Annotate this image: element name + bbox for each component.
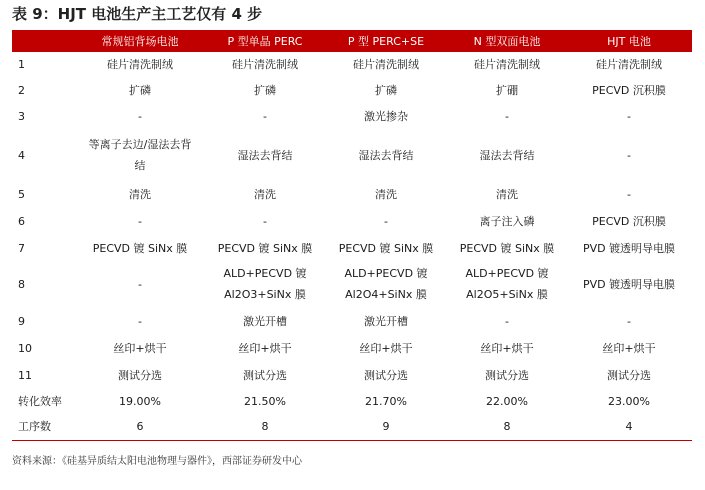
table-cell bbox=[206, 260, 324, 308]
row-label: 工序数 bbox=[12, 413, 74, 441]
cell-text: PECVD 沉积膜 bbox=[592, 83, 666, 97]
cell-text: 22.00% bbox=[486, 394, 528, 408]
table-title: 表 9：HJT 电池生产主工艺仅有 4 步 bbox=[12, 5, 263, 23]
table-cell bbox=[324, 182, 448, 206]
cell-text: 丝印+烘干 bbox=[238, 341, 292, 355]
cell-text: 测试分选 bbox=[243, 368, 287, 382]
table-cell bbox=[206, 389, 324, 413]
table-cell bbox=[324, 52, 448, 76]
row-label: 9 bbox=[18, 315, 25, 328]
table-cell bbox=[74, 236, 206, 260]
table-cell bbox=[448, 182, 566, 206]
table-cell bbox=[74, 260, 206, 308]
cell-text: 测试分选 bbox=[485, 368, 529, 382]
cell-text: - bbox=[384, 214, 388, 228]
table-cell bbox=[324, 389, 448, 413]
cell-text: Al2O5+SiNx 膜 bbox=[466, 288, 548, 301]
row-label: 7 bbox=[18, 241, 25, 255]
cell-text: 湿法去背结 bbox=[479, 148, 535, 162]
table-cell bbox=[566, 104, 692, 128]
table-cell bbox=[566, 52, 692, 76]
table-cell bbox=[74, 52, 206, 76]
table-cell bbox=[566, 361, 692, 389]
table-cell bbox=[566, 76, 692, 104]
table-cell bbox=[566, 182, 692, 206]
table-cell bbox=[74, 206, 206, 236]
header-cell: 常规铝背场电池 bbox=[74, 30, 206, 52]
header-cell: P 型 PERC+SE bbox=[324, 30, 448, 52]
header-row bbox=[12, 30, 692, 52]
cell-text: 硅片清洗制绒 bbox=[232, 57, 298, 71]
cell-text: 8 bbox=[503, 420, 511, 433]
table-cell bbox=[448, 76, 566, 104]
cell-text: 19.00% bbox=[119, 394, 161, 408]
cell-text: ALD+PECVD 镀 bbox=[344, 267, 428, 280]
table-row bbox=[12, 128, 692, 182]
row-label: 4 bbox=[18, 148, 25, 162]
table-cell bbox=[206, 361, 324, 389]
cell-text: - bbox=[627, 148, 631, 162]
header-cell: HJT 电池 bbox=[566, 30, 692, 52]
table-cell bbox=[74, 104, 206, 128]
table-row bbox=[12, 236, 692, 260]
cell-text: - bbox=[627, 109, 631, 123]
process-comparison-table bbox=[12, 30, 692, 441]
cell-text: PECVD 镀 SiNx 膜 bbox=[92, 241, 188, 255]
row-label: 8 bbox=[18, 277, 25, 291]
cell-text: 清洗 bbox=[129, 187, 151, 201]
table-cell bbox=[206, 413, 324, 441]
cell-text: PECVD 镀 SiNx 膜 bbox=[459, 241, 555, 255]
cell-text: 丝印+烘干 bbox=[602, 341, 656, 355]
table-cell bbox=[324, 128, 448, 182]
cell-text: 湿法去背结 bbox=[237, 148, 293, 162]
table-cell bbox=[448, 206, 566, 236]
table-cell bbox=[566, 128, 692, 182]
table-cell bbox=[448, 308, 566, 335]
cell-text: - bbox=[138, 214, 142, 228]
cell-text: - bbox=[138, 315, 142, 328]
table-cell bbox=[74, 182, 206, 206]
table-cell bbox=[566, 389, 692, 413]
table-cell bbox=[74, 128, 206, 182]
cell-text: 离子注入磷 bbox=[479, 214, 535, 228]
row-label: 3 bbox=[18, 109, 25, 123]
table-cell bbox=[448, 389, 566, 413]
table-cell bbox=[206, 206, 324, 236]
table-cell bbox=[448, 260, 566, 308]
cell-text: 测试分选 bbox=[118, 368, 162, 382]
table-cell bbox=[324, 361, 448, 389]
table-cell bbox=[448, 236, 566, 260]
header-cell: N 型双面电池 bbox=[448, 30, 566, 52]
table-cell bbox=[448, 413, 566, 441]
table-cell bbox=[74, 361, 206, 389]
cell-text: 扩磷 bbox=[254, 83, 276, 97]
table-row bbox=[12, 335, 692, 361]
table-cell bbox=[566, 206, 692, 236]
cell-text: 湿法去背结 bbox=[358, 148, 414, 162]
cell-text: - bbox=[505, 109, 509, 123]
cell-text: 6 bbox=[136, 420, 144, 433]
table-row bbox=[12, 308, 692, 335]
row-label: 2 bbox=[18, 83, 25, 97]
row-label: 5 bbox=[18, 187, 25, 201]
table-cell bbox=[324, 236, 448, 260]
table-cell bbox=[74, 308, 206, 335]
table-row bbox=[12, 206, 692, 236]
table-row bbox=[12, 260, 692, 308]
cell-text: 硅片清洗制绒 bbox=[107, 57, 173, 71]
cell-text: 硅片清洗制绒 bbox=[474, 57, 540, 71]
cell-text: 扩磷 bbox=[375, 83, 397, 97]
cell-text: 清洗 bbox=[496, 187, 518, 201]
table-cell bbox=[206, 335, 324, 361]
table-row bbox=[12, 104, 692, 128]
table-cell bbox=[206, 308, 324, 335]
table-cell bbox=[206, 236, 324, 260]
table-cell bbox=[324, 206, 448, 236]
cell-text: - bbox=[263, 109, 267, 123]
cell-text: 测试分选 bbox=[364, 368, 408, 382]
cell-text: 清洗 bbox=[375, 187, 397, 201]
cell-text: 激光掺杂 bbox=[364, 109, 408, 123]
table-row bbox=[12, 52, 692, 76]
cell-text: 丝印+烘干 bbox=[359, 341, 413, 355]
cell-text: - bbox=[138, 277, 142, 291]
cell-text: PECVD 镀 SiNx 膜 bbox=[217, 241, 313, 255]
cell-text: 等离子去边/湿法去背 bbox=[88, 138, 192, 151]
cell-text: 激光开槽 bbox=[243, 315, 287, 328]
table-cell bbox=[324, 413, 448, 441]
cell-text: 测试分选 bbox=[607, 368, 651, 382]
table-cell bbox=[566, 308, 692, 335]
table-cell bbox=[206, 128, 324, 182]
cell-text: 结 bbox=[134, 159, 146, 172]
table-row bbox=[12, 76, 692, 104]
cell-text: 清洗 bbox=[254, 187, 276, 201]
cell-text: PVD 镀透明导电膜 bbox=[582, 241, 676, 255]
table-cell bbox=[206, 104, 324, 128]
table-cell bbox=[206, 52, 324, 76]
cell-text: 21.70% bbox=[365, 394, 407, 408]
table-row bbox=[12, 182, 692, 206]
cell-text: 激光开槽 bbox=[364, 315, 408, 328]
header-cell bbox=[12, 30, 74, 52]
cell-text: PECVD 镀 SiNx 膜 bbox=[338, 241, 434, 255]
table-cell bbox=[324, 104, 448, 128]
cell-text: 8 bbox=[261, 420, 269, 433]
cell-text: 硅片清洗制绒 bbox=[353, 57, 419, 71]
cell-text: 硅片清洗制绒 bbox=[596, 57, 662, 71]
table-cell bbox=[324, 76, 448, 104]
table-cell bbox=[206, 76, 324, 104]
cell-text: Al2O3+SiNx 膜 bbox=[224, 288, 306, 301]
cell-text: 9 bbox=[382, 420, 390, 433]
table-cell bbox=[324, 335, 448, 361]
cell-text: PVD 镀透明导电膜 bbox=[582, 277, 676, 291]
cell-text: PECVD 沉积膜 bbox=[592, 214, 666, 228]
table-cell bbox=[566, 260, 692, 308]
cell-text: - bbox=[627, 187, 631, 201]
cell-text: - bbox=[505, 315, 509, 328]
table-cell bbox=[324, 260, 448, 308]
cell-text: 扩硼 bbox=[496, 83, 518, 97]
table-cell bbox=[448, 104, 566, 128]
row-label: 6 bbox=[18, 214, 25, 228]
table-cell bbox=[74, 413, 206, 441]
cell-text: 4 bbox=[625, 420, 633, 433]
table-row bbox=[12, 361, 692, 389]
table-cell bbox=[566, 236, 692, 260]
table-row bbox=[12, 413, 692, 441]
cell-text: 丝印+烘干 bbox=[480, 341, 534, 355]
table-cell bbox=[566, 413, 692, 441]
table-cell bbox=[206, 182, 324, 206]
table-cell bbox=[448, 335, 566, 361]
table-cell bbox=[324, 308, 448, 335]
table-cell bbox=[74, 76, 206, 104]
row-label: 1 bbox=[18, 57, 25, 71]
row-label: 转化效率 bbox=[18, 394, 62, 408]
cell-text: 扩磷 bbox=[129, 83, 151, 97]
cell-text: 21.50% bbox=[244, 394, 286, 408]
table-cell bbox=[448, 52, 566, 76]
row-label: 10 bbox=[18, 341, 32, 355]
cell-text: ALD+PECVD 镀 bbox=[465, 267, 549, 280]
table-cell bbox=[74, 335, 206, 361]
table-cell bbox=[74, 389, 206, 413]
table-row bbox=[12, 389, 692, 413]
cell-text: 23.00% bbox=[608, 394, 650, 408]
row-label: 11 bbox=[18, 368, 32, 382]
cell-text: Al2O4+SiNx 膜 bbox=[345, 288, 427, 301]
header-cell: P 型单晶 PERC bbox=[206, 30, 324, 52]
table-cell bbox=[448, 361, 566, 389]
table-cell bbox=[566, 335, 692, 361]
cell-text: - bbox=[263, 214, 267, 228]
table-cell bbox=[448, 128, 566, 182]
source-note: 资料来源：《硅基异质结太阳电池物理与器件》，西部证券研发中心 bbox=[12, 456, 302, 467]
cell-text: ALD+PECVD 镀 bbox=[223, 267, 307, 280]
cell-text: - bbox=[627, 315, 631, 328]
cell-text: - bbox=[138, 109, 142, 123]
cell-text: 丝印+烘干 bbox=[113, 341, 167, 355]
